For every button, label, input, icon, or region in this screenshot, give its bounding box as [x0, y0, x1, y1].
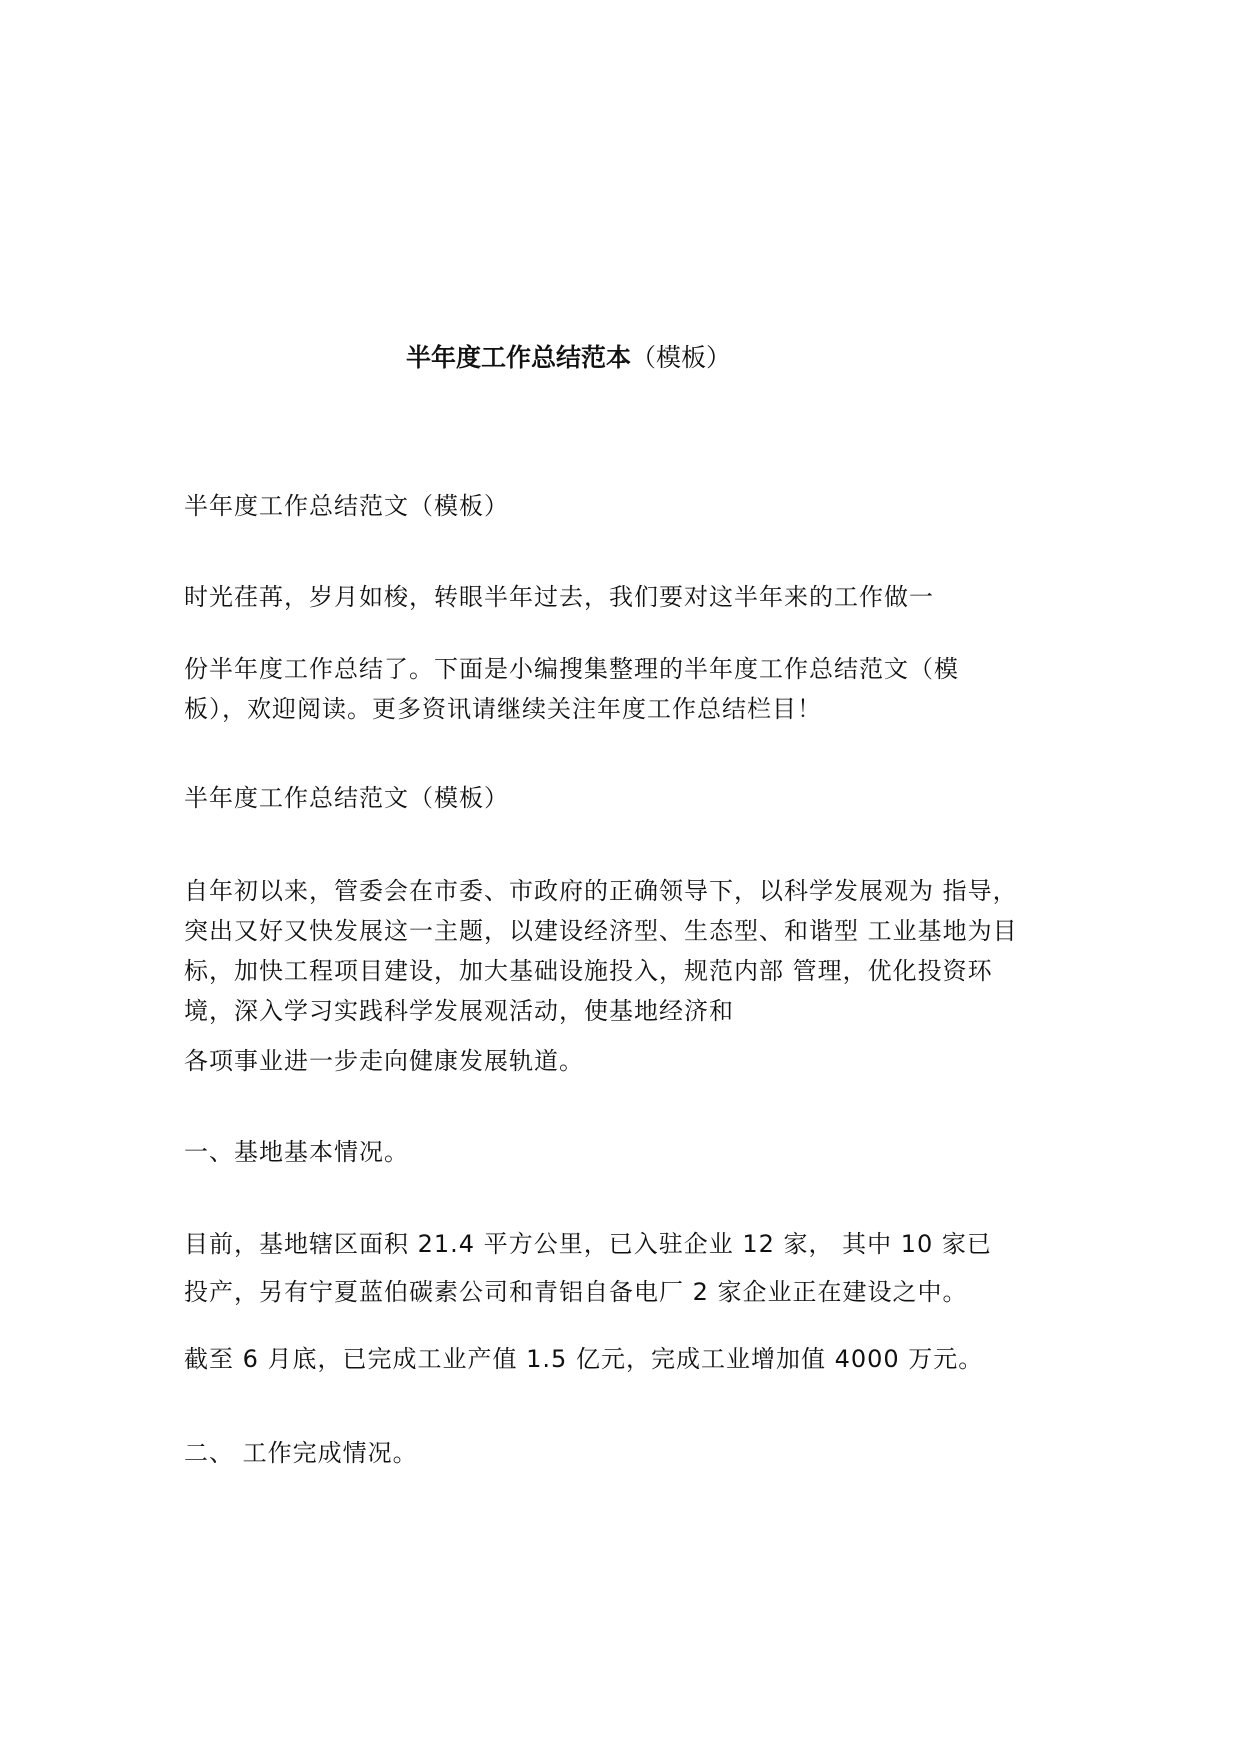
subtitle-line: 半年度工作总结范文（模板）	[184, 492, 509, 520]
document-title	[406, 340, 731, 376]
section-two-heading: 二、 工作完成情况。	[184, 1439, 418, 1467]
paragraph-line-5: 各项事业进一步走向健康发展轨道。	[184, 1047, 584, 1075]
intro-line-3: 板），欢迎阅读。更多资讯请继续关注年度工作总结栏目！	[184, 695, 822, 723]
intro-line-1: 时光荏苒，岁月如梭，转眼半年过去，我们要对这半年来的工作做一	[184, 583, 934, 611]
paragraph-line-3: 标，加快工程项目建设，加大基础设施投入，规范内部 管理，优化投资环	[184, 957, 993, 985]
paragraph-line-4: 境，深入学习实践科学发展观活动，使基地经济和	[184, 997, 734, 1025]
base-info-line-1: 目前，基地辖区面积 21.4 平方公里，已入驻企业 12 家， 其中 10 家已	[184, 1230, 992, 1258]
section-heading-line: 半年度工作总结范文（模板）	[184, 784, 509, 812]
paragraph-line-2: 突出又好又快发展这一主题，以建设经济型、生态型、和谐型 工业基地为目	[184, 917, 1018, 945]
section-one-heading: 一、基地基本情况。	[184, 1138, 409, 1166]
paragraph-line-1: 自年初以来，管委会在市委、市政府的正确领导下，以科学发展观为 指导，	[184, 877, 1018, 905]
document-title-suffix: （模板）	[631, 343, 732, 372]
document-title-main: 半年度工作总结范本	[406, 343, 632, 372]
output-value-line: 截至 6 月底，已完成工业产值 1.5 亿元，完成工业增加值 4000 万元。	[184, 1345, 984, 1373]
intro-line-2: 份半年度工作总结了。下面是小编搜集整理的半年度工作总结范文（模	[184, 655, 959, 683]
base-info-line-2: 投产，另有宁夏蓝伯碳素公司和青铝自备电厂 2 家企业正在建设之中。	[184, 1278, 968, 1306]
